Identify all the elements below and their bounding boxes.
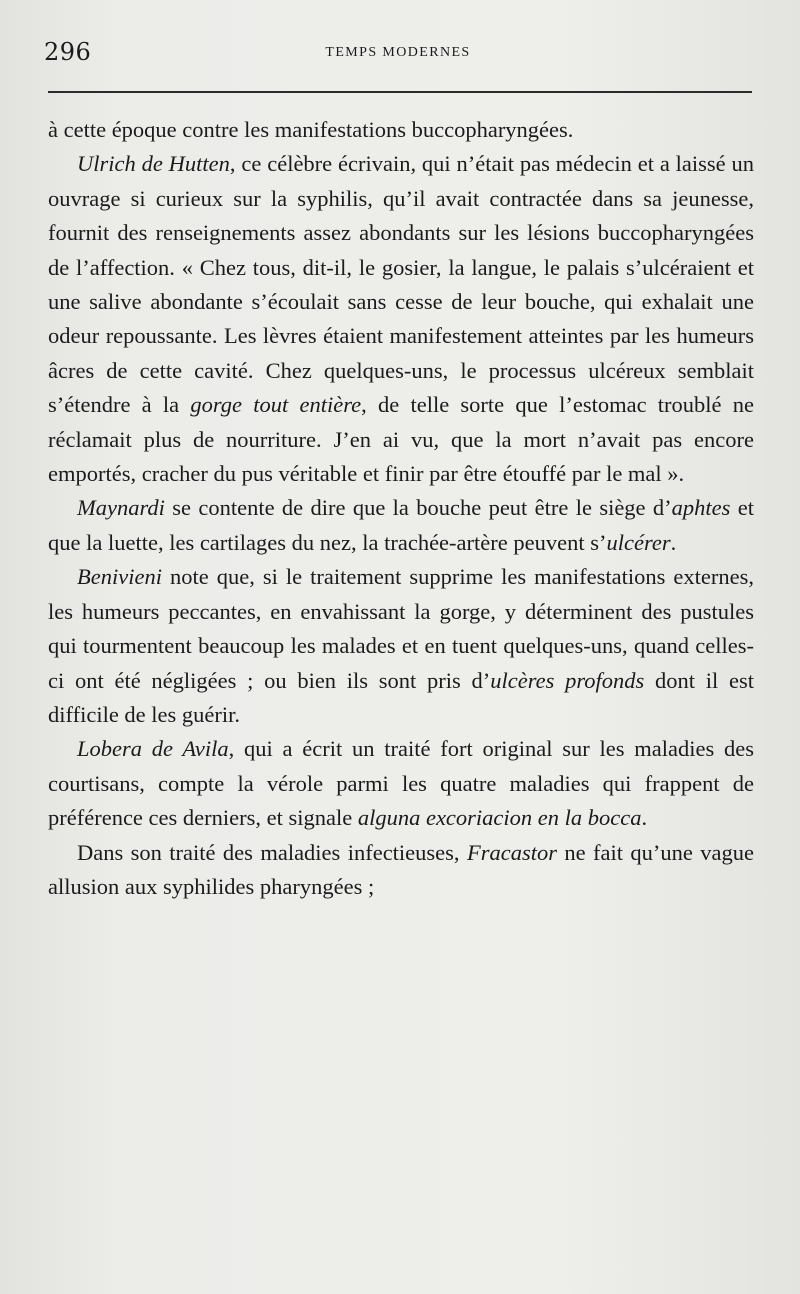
italic-text: ulcérer (606, 529, 671, 555)
text-segment: à cette époque contre les manifestations buccopharyngées. (48, 117, 574, 142)
body-text (48, 113, 754, 904)
text-segment: . (670, 529, 677, 555)
page-header (44, 38, 752, 68)
italic-text: aphtes (671, 495, 731, 521)
text-segment: et que la luette, les cartilages du nez, la trachée-artère peuvent s’ (48, 495, 754, 555)
italic-text: Maynardi (77, 495, 165, 521)
text-segment: Dans son traité des maladies infectieuses, (77, 839, 467, 865)
text-segment: note que, si le traitement supprime les manifestations externes, les humeurs peccantes, en envahissant la gorge, y déterminent des pustules qui tourmentent beaucoup les malades et en tuent quelques-uns, quand celles-ci ont été négligées ; ou bien ils sont pris d’ (48, 564, 754, 693)
paragraph (48, 732, 754, 835)
italic-text: alguna excoriacion en la bocca (357, 805, 642, 831)
header-rule (48, 91, 752, 93)
running-title: TEMPS MODERNES (325, 45, 471, 60)
text-segment: . (641, 805, 648, 831)
text-segment: dont il est difficile de les guérir. (48, 667, 755, 727)
italic-text: gorge tout entière (190, 392, 362, 418)
text-segment: , qui a écrit un traité fort original sur les maladies des courtisans, compte la vérole parmi les quatre maladies qui frappent de préférence ces derniers, et signale (48, 736, 754, 831)
italic-text: ulcères profonds (490, 667, 645, 693)
text-segment: , de telle sorte que l’estomac troublé ne réclamait plus de nourriture. J’en ai vu, que la mort n’avait pas encore emportés, cracher du pus véritable et finir par être étouffé par le mal ». (48, 392, 754, 487)
italic-text: Lobera de Avila (77, 736, 229, 762)
paragraph (48, 491, 754, 560)
paragraph (48, 147, 754, 491)
italic-text: Benivieni (77, 564, 162, 590)
italic-text: Fracastor (466, 839, 557, 865)
page-number: 296 (44, 38, 92, 66)
paragraph (48, 836, 754, 905)
paragraph (48, 113, 754, 147)
text-segment: ne fait qu’une vague allusion aux syphilides pharyngées ; (48, 839, 754, 899)
paragraph (48, 560, 754, 732)
text-segment: se contente de dire que la bouche peut être le siège d’ (164, 495, 672, 521)
italic-text: Ulrich de Hutten (77, 151, 230, 177)
text-segment: , ce célèbre écrivain, qui n’était pas médecin et a laissé un ouvrage si curieux sur la syphilis, qu’il avait contractée dans sa jeunesse, fournit des renseignements assez abondants sur les lésions buccopharyngées de l’affection. « Chez tous, dit-il, le gosier, la langue, le palais s’ulcéraient et une salive abondante s’écoulait sans cesse de leur bouche, qui exhalait une odeur repoussante. Les lèvres étaient manifestement atteintes par les humeurs âcres de cette cavité. Chez quelques-uns, le processus ulcéreux semblait s’étendre à la (48, 151, 754, 418)
